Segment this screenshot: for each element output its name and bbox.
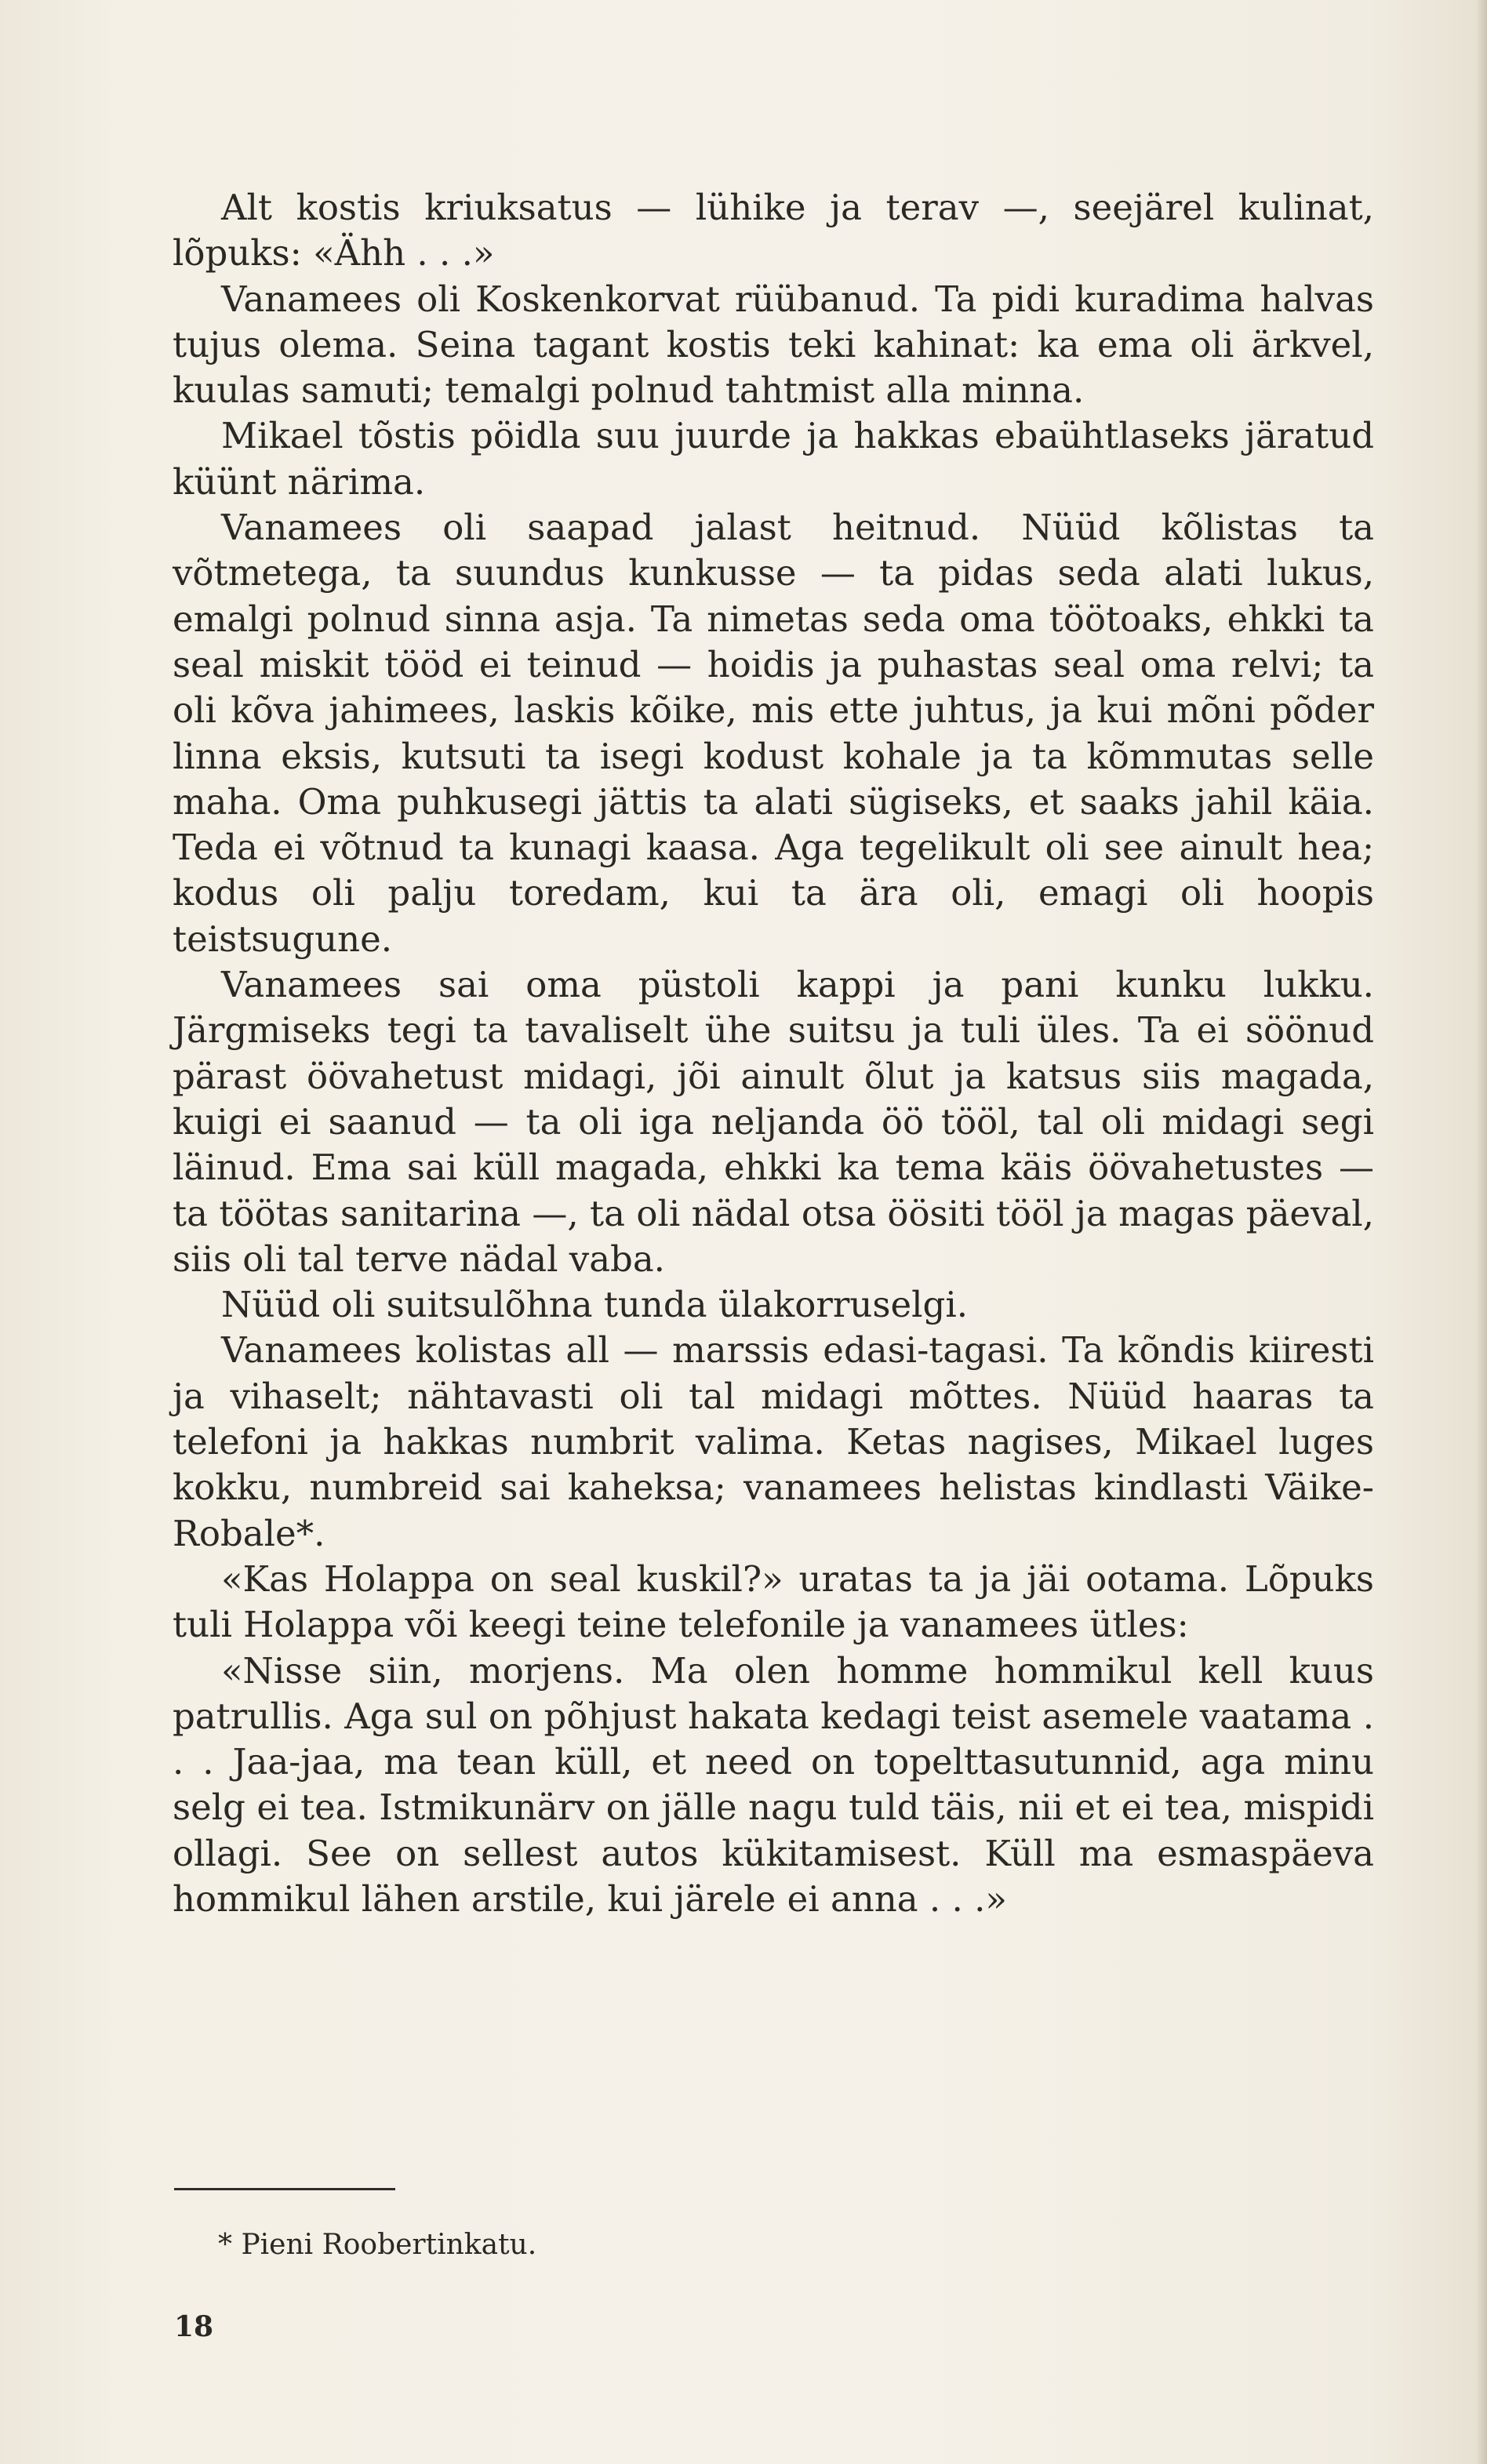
page-number: 18: [174, 2310, 214, 2343]
paragraph: Vanamees kolistas all — marssis edasi-tagasi. Ta kõndis kiiresti ja vihaselt; nähtavasti oli tal midagi mõttes. Nüüd haaras ta telefoni ja hakkas numbrit valima. Ketas nagises, Mikael luges kokku, numbreid sai kaheksa; vanamees helistas kindlasti Väike-Robale*.: [173, 1329, 1374, 1554]
footnote-divider: [174, 2188, 395, 2190]
paragraph: «Nisse siin, morjens. Ma olen homme hommikul kell kuus patrullis. Aga sul on põhjust hakata kedagi teist asemele vaatama . . . Jaa-jaa, ma tean küll, et need on topelttasutunnid, aga minu selg ei tea. Istmikunärv on jälle nagu tuld täis, nii et ei tea, mispidi ollagi. See on sellest autos kükitamisest. Küll ma esmaspäeva hommikul lähen arstile, kui järele ei anna . . .»: [173, 1649, 1374, 1920]
paragraph: Mikael tõstis pöidla suu juurde ja hakkas ebaühtlaseks järatud küünt närima.: [173, 415, 1374, 503]
footnote: * Pieni Roobertinkatu.: [218, 2229, 537, 2261]
paragraph: Vanamees sai oma püstoli kappi ja pani kunku lukku. Järgmiseks tegi ta tavaliselt ühe suitsu ja tuli üles. Ta ei söönud pärast öövahetust midagi, jõi ainult õlut ja katsus siis magada, kuigi ei saanud — ta oli iga neljanda öö tööl, tal oli midagi segi läinud. Ema sai küll magada, ehkki ka tema käis öövahetustes — ta töötas sanitarina —, ta oli nädal otsa öösiti tööl ja magas päeval, siis oli tal terve nädal vaba.: [173, 964, 1374, 1280]
paragraph: Vanamees oli Koskenkorvat rüübanud. Ta pidi kuradima halvas tujus olema. Seina tagant kostis teki kahinat: ka ema oli ärkvel, kuulas samuti; temalgi polnud tahtmist alla minna.: [173, 278, 1374, 412]
paragraph: «Kas Holappa on seal kuskil?» uratas ta ja jäi ootama. Lõpuks tuli Holappa või keegi teine telefonile ja vanamees ütles:: [173, 1557, 1374, 1646]
page-edge-shadow: [1476, 0, 1487, 2464]
paragraph: Alt kostis kriuksatus — lühike ja terav —, seejärel kulinat, lõpuks: «Ähh . . .»: [173, 187, 1374, 274]
paragraph: Vanamees oli saapad jalast heitnud. Nüüd kõlistas ta võtmetega, ta suundus kunkusse — ta pidas seda alati lukus, emalgi polnud sinna asja. Ta nimetas seda oma töötoaks, ehkki ta seal miskit tööd ei teinud — hoidis ja puhastas seal oma relvi; ta oli kõva jahimees, laskis kõike, mis ette juhtus, ja kui mõni põder linna eksis, kutsuti ta isegi kodust kohale ja ta kõmmutas selle maha. Oma puhkusegi jättis ta alati sügiseks, et saaks jahil käia. Teda ei võtnud ta kunagi kaasa. Aga tegelikult oli see ainult hea; kodus oli palju toredam, kui ta ära oli, emagi oli hoopis teistsugune.: [173, 507, 1374, 960]
paragraph: Nüüd oli suitsulõhna tunda ülakorruselgi.: [221, 1284, 969, 1326]
body-text: [173, 185, 1374, 1922]
